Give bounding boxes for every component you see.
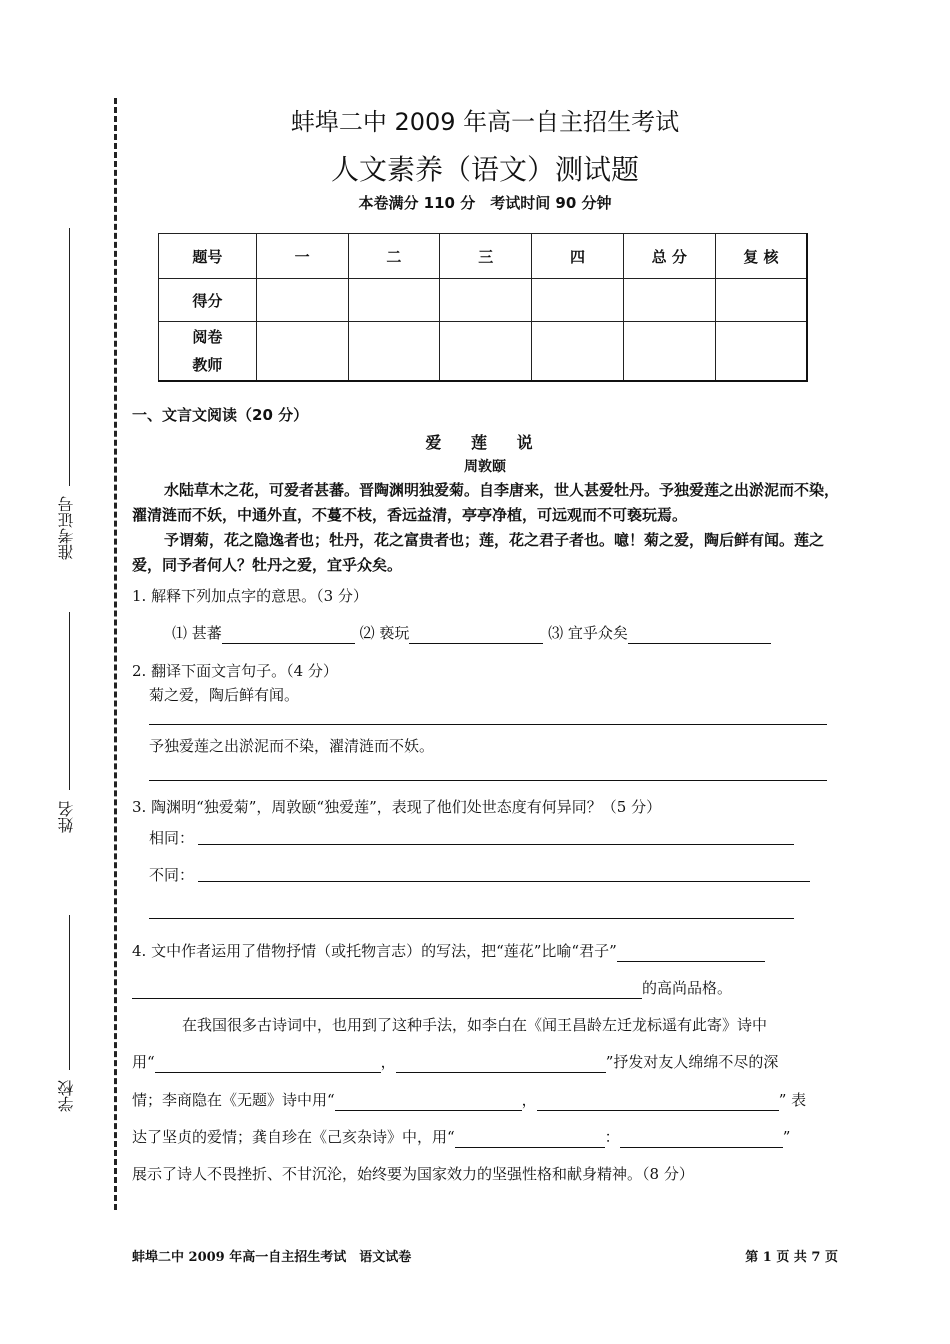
score-cell[interactable] xyxy=(623,279,715,322)
grader-label-line2: 教师 xyxy=(192,355,223,374)
grader-cell[interactable] xyxy=(348,322,440,381)
name-field xyxy=(52,612,82,842)
q4-blank-li-bai-1[interactable] xyxy=(155,1055,381,1073)
q2-answer-line-2[interactable] xyxy=(149,780,827,781)
score-table-score-row xyxy=(159,279,808,322)
q4-line2-tail: 的高尚品格。 xyxy=(642,979,733,997)
q1-item2-blank[interactable] xyxy=(409,626,543,644)
score-cell[interactable] xyxy=(256,279,348,322)
name-label: 姓名 xyxy=(57,801,76,833)
q4-para-line2-b: ， xyxy=(380,1053,396,1071)
exam-number-field xyxy=(52,228,82,568)
section1-heading: 一、文言文阅读（20 分） xyxy=(132,406,309,424)
q4-blank-li-shangyin-2[interactable] xyxy=(537,1093,779,1111)
school-field xyxy=(52,915,82,1120)
essay-paragraph-2: 予谓菊，花之隐逸者也；牡丹，花之富贵者也；莲，花之君子者也。噫！菊之爱，陶后鲜有闻。莲之爱，同予者何人？牡丹之爱，宜乎众矣。 xyxy=(132,531,825,574)
q4-para-line3-a: 情；李商隐在《无题》诗中用“ xyxy=(132,1091,335,1109)
q4-para-line3-c: ” 表 xyxy=(778,1091,807,1109)
score-cell[interactable] xyxy=(440,279,532,322)
q1-item3-blank[interactable] xyxy=(628,626,771,644)
q2-stem: 2. 翻译下面文言句子。（4 分） xyxy=(132,662,338,680)
q3-stem: 3. 陶渊明“独爱菊”，周敦颐“独爱莲”，表现了他们处世态度有何异同？（5 分） xyxy=(132,798,662,816)
essay-title: 爱 莲 说 xyxy=(425,433,545,452)
q1-item2-label: ⑵ 亵玩 xyxy=(359,624,410,642)
paper-subtitle: 本卷满分 110 分 考试时间 90 分钟 xyxy=(358,194,612,212)
score-table-header-cell: 一 xyxy=(256,234,348,279)
score-table-header-row xyxy=(159,234,808,279)
q4-para-line3-b: ， xyxy=(521,1091,537,1109)
q4-blank-li-bai-2[interactable] xyxy=(396,1055,606,1073)
q4-para-line2-a: 用“ xyxy=(132,1053,155,1071)
essay-author: 周敦颐 xyxy=(464,459,506,475)
score-cell[interactable] xyxy=(532,279,624,322)
q4-para-line3 xyxy=(132,1089,806,1111)
score-cell[interactable] xyxy=(348,279,440,322)
name-rule xyxy=(69,612,70,790)
q4-blank-2[interactable] xyxy=(132,981,642,999)
q4-para-line2 xyxy=(132,1051,778,1073)
q3-diff-label: 不同： xyxy=(149,866,195,884)
school-label: 学校 xyxy=(57,1080,76,1112)
q1-items xyxy=(172,622,771,644)
score-table-header-cell: 四 xyxy=(532,234,624,279)
q3-extra-line[interactable] xyxy=(149,918,794,919)
essay-paragraph-1: 水陆草木之花，可爱者甚蕃。晋陶渊明独爱菊。自李唐来，世人甚爱牡丹。予独爱莲之出淤泥而不染，濯清涟而不妖，中通外直，不蔓不枝，香远益清，亭亭净植，可远观而不可亵玩焉。 xyxy=(132,481,840,524)
q4-para-line4-c: ” xyxy=(782,1128,791,1146)
q4-blank-gong-zizhen-1[interactable] xyxy=(455,1130,605,1148)
grader-cell[interactable] xyxy=(532,322,624,381)
q4-blank-1[interactable] xyxy=(617,944,765,962)
q4-para-line4-a: 达了坚贞的爱情；龚自珍在《己亥杂诗》中，用“ xyxy=(132,1128,455,1146)
exam-number-rule xyxy=(69,228,70,486)
q4-line1 xyxy=(132,940,765,962)
grader-cell[interactable] xyxy=(256,322,348,381)
paper-title: 人文素养（语文）测试题 xyxy=(330,153,639,186)
footer-exam-label: 蚌埠二中 2009 年高一自主招生考试 语文试卷 xyxy=(132,1250,412,1265)
score-table-header-cell: 总 分 xyxy=(623,234,715,279)
grader-cell[interactable] xyxy=(440,322,532,381)
score-table-header-cell: 二 xyxy=(348,234,440,279)
score-table-grader-row xyxy=(159,322,808,381)
q4-blank-li-shangyin-1[interactable] xyxy=(335,1093,522,1111)
q2-sentence2: 予独爱莲之出淤泥而不染，濯清涟而不妖。 xyxy=(149,737,435,755)
score-table-header-cell: 复 核 xyxy=(715,234,807,279)
q4-para-line1: 在我国很多古诗词中，也用到了这种手法，如李白在《闻王昌龄左迁龙标遥有此寄》诗中 xyxy=(182,1016,768,1034)
grader-cell[interactable] xyxy=(715,322,807,381)
q1-item3-label: ⑶ 宜乎众矣 xyxy=(548,624,628,642)
q4-para-line2-c: ”抒发对友人绵绵不尽的深 xyxy=(605,1053,779,1071)
q1-item1-blank[interactable] xyxy=(222,626,355,644)
q3-same-label: 相同： xyxy=(149,829,195,847)
score-row-label: 得分 xyxy=(159,279,257,322)
q4-line2 xyxy=(132,977,732,999)
q3-diff-line[interactable] xyxy=(198,881,810,882)
grader-row-label xyxy=(159,322,257,381)
q3-same-line[interactable] xyxy=(198,844,794,845)
score-cell[interactable] xyxy=(715,279,807,322)
q4-line1-text: 4. 文中作者运用了借物抒情（或托物言志）的写法，把“莲花”比喻“君子” xyxy=(132,942,617,960)
q1-item1-label: ⑴ 甚蕃 xyxy=(172,624,222,642)
q1-stem: 1. 解释下列加点字的意思。（3 分） xyxy=(132,587,368,605)
exam-number-label: 准考证号 xyxy=(57,496,76,560)
q4-para-line4 xyxy=(132,1126,790,1148)
score-table-header-cell: 题号 xyxy=(159,234,257,279)
grader-label-line1: 阅卷 xyxy=(192,327,223,346)
binding-dashed-line xyxy=(114,98,117,1210)
school-rule xyxy=(69,915,70,1070)
grader-cell[interactable] xyxy=(623,322,715,381)
q4-para-line4-b: ： xyxy=(604,1128,620,1146)
footer-page-number: 第 1 页 共 7 页 xyxy=(745,1250,838,1265)
q2-answer-line-1[interactable] xyxy=(149,724,827,725)
q4-blank-gong-zizhen-2[interactable] xyxy=(620,1130,783,1148)
q4-para-line5: 展示了诗人不畏挫折、不甘沉沦，始终要为国家效力的坚强性格和献身精神。（8 分） xyxy=(132,1165,694,1183)
exam-title: 蚌埠二中 2009 年高一自主招生考试 xyxy=(290,108,680,136)
q2-sentence1: 菊之爱，陶后鲜有闻。 xyxy=(149,686,300,704)
score-table xyxy=(158,233,808,382)
score-table-header-cell: 三 xyxy=(440,234,532,279)
